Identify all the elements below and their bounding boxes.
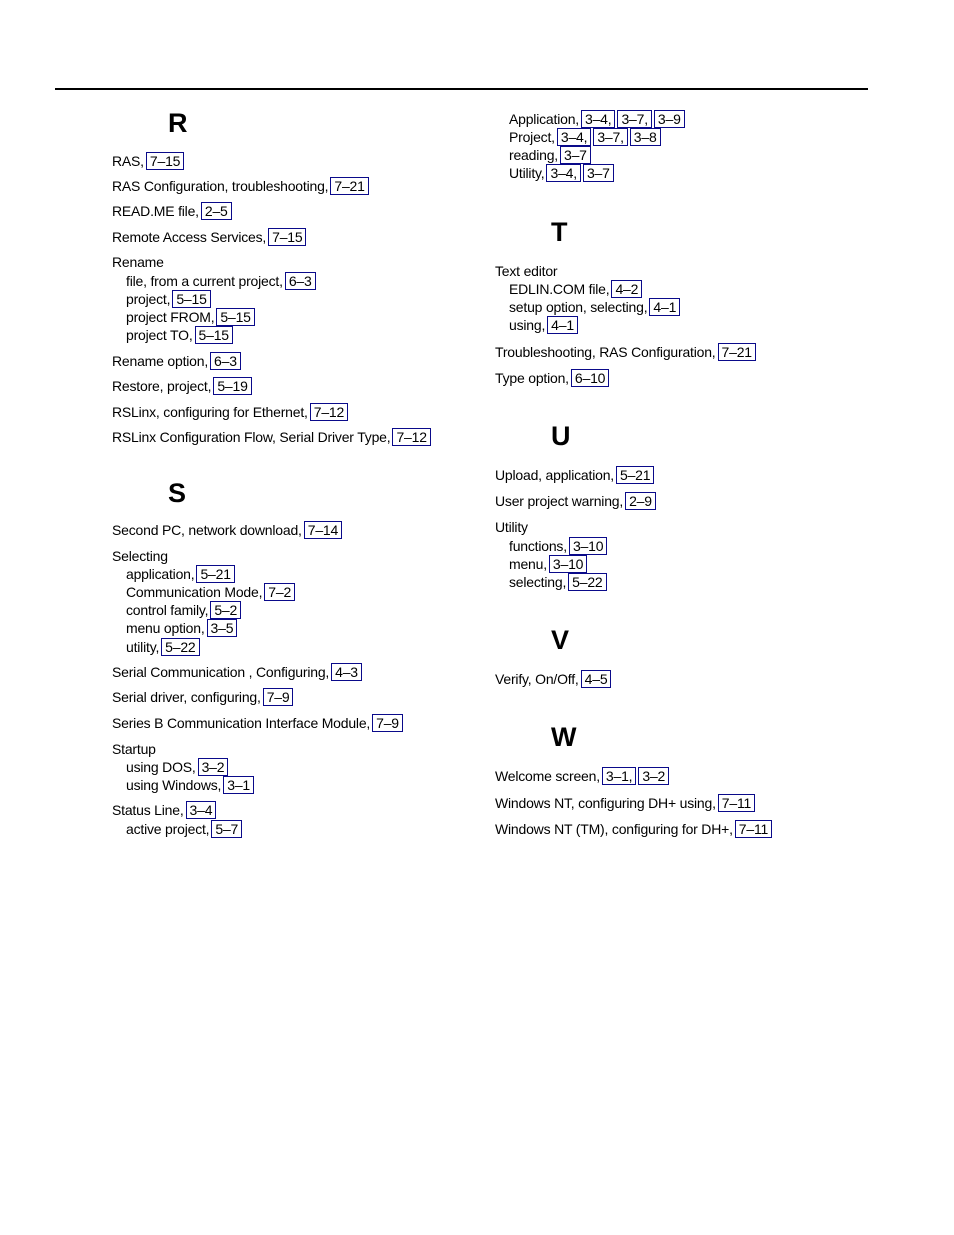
index-entry <box>112 740 156 758</box>
index-subentry <box>126 326 233 344</box>
page-link[interactable]: 3–4, <box>546 164 580 182</box>
page-link[interactable]: 3–4, <box>557 128 591 146</box>
page-link[interactable]: 3–1 <box>223 776 254 794</box>
entry-text: using Windows, <box>126 777 222 793</box>
index-subentry <box>126 290 211 308</box>
page-link[interactable]: 7–21 <box>330 177 368 195</box>
section-letter-w: W <box>551 722 577 752</box>
index-entry <box>495 767 669 785</box>
index-entry <box>112 663 362 681</box>
index-subentry <box>509 316 578 334</box>
index-subentry <box>126 565 235 583</box>
entry-text: Status Line, <box>112 802 184 818</box>
entry-text: Rename option, <box>112 353 209 369</box>
page-link[interactable]: 3–7 <box>583 164 614 182</box>
index-subentry <box>126 272 316 290</box>
page-link[interactable]: 3–5 <box>207 619 238 637</box>
entry-text: Startup <box>112 741 156 757</box>
index-subentry <box>126 601 241 619</box>
page-link[interactable]: 7–21 <box>718 343 756 361</box>
entry-text: Project, <box>509 129 555 145</box>
entry-text: menu, <box>509 556 547 572</box>
index-entry <box>112 253 164 271</box>
entry-text: RSLinx, configuring for Ethernet, <box>112 404 308 420</box>
index-entry <box>495 670 611 688</box>
section-letter-u: U <box>551 421 571 451</box>
index-entry <box>495 518 528 536</box>
index-subentry <box>126 619 237 637</box>
index-entry <box>112 521 342 539</box>
entry-text: Serial Communication , Configuring, <box>112 664 330 680</box>
index-subentry <box>509 146 591 164</box>
index-subentry <box>509 280 642 298</box>
page-link[interactable]: 4–5 <box>581 670 612 688</box>
index-subentry <box>509 298 680 316</box>
entry-text: Restore, project, <box>112 378 212 394</box>
index-subentry <box>509 555 587 573</box>
entry-text: project TO, <box>126 327 193 343</box>
page-link[interactable]: 7–12 <box>392 428 430 446</box>
index-entry <box>112 547 168 565</box>
page-link[interactable]: 7–12 <box>310 403 348 421</box>
page-link[interactable]: 7–15 <box>268 228 306 246</box>
page-link[interactable]: 7–14 <box>304 521 342 539</box>
entry-text: Communication Mode, <box>126 584 263 600</box>
page-link[interactable]: 5–21 <box>196 565 234 583</box>
entry-text: using, <box>509 317 546 333</box>
page-link[interactable]: 3–10 <box>569 537 607 555</box>
page-link[interactable]: 3–4, <box>581 110 615 128</box>
index-subentry <box>509 573 607 591</box>
index-subentry <box>126 308 255 326</box>
entry-text: RAS Configuration, troubleshooting, <box>112 178 329 194</box>
page-link[interactable]: 7–9 <box>263 688 294 706</box>
entry-text: Windows NT, configuring DH+ using, <box>495 795 716 811</box>
entry-text: Verify, On/Off, <box>495 671 579 687</box>
index-entry <box>112 202 232 220</box>
entry-text: project, <box>126 291 171 307</box>
entry-text: setup option, selecting, <box>509 299 648 315</box>
index-entry <box>112 228 306 246</box>
index-entry <box>112 428 431 446</box>
index-entry <box>495 262 557 280</box>
index-subentry <box>509 128 661 146</box>
entry-text: Remote Access Services, <box>112 229 267 245</box>
page-link[interactable]: 6–3 <box>285 272 316 290</box>
section-letter-v: V <box>551 625 569 655</box>
entry-text: utility, <box>126 639 160 655</box>
entry-text: reading, <box>509 147 558 163</box>
index-entry <box>495 369 609 387</box>
page-link[interactable]: 6–3 <box>210 352 241 370</box>
entry-text: Text editor <box>495 263 558 279</box>
index-entry <box>112 688 293 706</box>
page-link[interactable]: 3–2 <box>198 758 229 776</box>
entry-text: using DOS, <box>126 759 196 775</box>
page-link[interactable]: 6–10 <box>571 369 609 387</box>
index-subentry <box>509 164 614 182</box>
entry-text: Troubleshooting, RAS Configuration, <box>495 344 716 360</box>
page-link[interactable]: 2–5 <box>201 202 232 220</box>
page-link[interactable]: 5–2 <box>210 601 241 619</box>
page-link[interactable]: 5–15 <box>195 326 233 344</box>
index-entry <box>112 801 216 819</box>
index-entry <box>495 794 755 812</box>
section-letter-r: R <box>168 108 188 138</box>
entry-text: menu option, <box>126 620 205 636</box>
entry-text: application, <box>126 566 195 582</box>
index-subentry <box>126 776 254 794</box>
section-letter-t: T <box>551 217 568 247</box>
index-subentry <box>126 638 200 656</box>
page-link[interactable]: 4–1 <box>547 316 578 334</box>
page-link[interactable]: 3–4 <box>186 801 217 819</box>
entry-text: Upload, application, <box>495 467 614 483</box>
page-link[interactable]: 7–15 <box>146 152 184 170</box>
entry-text: Selecting <box>112 548 168 564</box>
section-letter-s: S <box>168 478 186 508</box>
index-entry <box>495 492 656 510</box>
index-entry <box>112 152 184 170</box>
index-subentry <box>509 110 685 128</box>
page-link[interactable]: 7–2 <box>264 583 295 601</box>
entry-text: READ.ME file, <box>112 203 199 219</box>
index-subentry <box>126 583 295 601</box>
entry-text: Utility <box>495 519 528 535</box>
entry-text: RSLinx Configuration Flow, Serial Driver Type, <box>112 429 391 445</box>
page-link[interactable]: 5–15 <box>172 290 210 308</box>
page-link[interactable]: 4–1 <box>649 298 680 316</box>
page-link[interactable]: 3–2 <box>638 767 669 785</box>
page-link[interactable]: 3–7, <box>593 128 627 146</box>
entry-text: Utility, <box>509 165 545 181</box>
top-rule <box>55 88 868 90</box>
entry-text: project FROM, <box>126 309 215 325</box>
entry-text: Type option, <box>495 370 569 386</box>
entry-text: User project warning, <box>495 493 624 509</box>
page-link[interactable]: 3–9 <box>654 110 685 128</box>
index-entry <box>112 714 403 732</box>
entry-text: Windows NT (TM), configuring for DH+, <box>495 821 733 837</box>
entry-text: Welcome screen, <box>495 768 600 784</box>
index-subentry <box>509 537 607 555</box>
index-subentry <box>126 758 228 776</box>
entry-text: control family, <box>126 602 209 618</box>
page-link[interactable]: 7–11 <box>735 820 772 838</box>
index-entry <box>112 403 348 421</box>
page-link[interactable]: 3–7 <box>560 146 591 164</box>
page-link[interactable]: 5–7 <box>211 820 242 838</box>
page-link[interactable]: 3–10 <box>549 555 587 573</box>
entry-text: Second PC, network download, <box>112 522 302 538</box>
entry-text: EDLIN.COM file, <box>509 281 610 297</box>
index-entry <box>495 466 654 484</box>
entry-text: active project, <box>126 821 210 837</box>
page-link[interactable]: 4–3 <box>331 663 362 681</box>
page-link[interactable]: 5–15 <box>216 308 254 326</box>
page-link[interactable]: 3–7, <box>617 110 651 128</box>
index-entry <box>495 343 756 361</box>
page-link[interactable]: 3–8 <box>630 128 661 146</box>
page-link[interactable]: 4–2 <box>611 280 642 298</box>
page-link[interactable]: 7–11 <box>718 794 755 812</box>
entry-text: Rename <box>112 254 164 270</box>
entry-text: Application, <box>509 111 579 127</box>
page-link[interactable]: 3–1, <box>602 767 636 785</box>
index-entry <box>112 352 241 370</box>
index-entry <box>112 377 252 395</box>
entry-text: functions, <box>509 538 567 554</box>
page-link[interactable]: 2–9 <box>625 492 656 510</box>
entry-text: Serial driver, configuring, <box>112 689 261 705</box>
page-link[interactable]: 5–19 <box>213 377 251 395</box>
entry-text: Series B Communication Interface Module, <box>112 715 371 731</box>
index-entry <box>495 820 772 838</box>
entry-text: file, from a current project, <box>126 273 283 289</box>
page-link[interactable]: 5–22 <box>161 638 199 656</box>
page-link[interactable]: 5–21 <box>616 466 654 484</box>
index-entry <box>112 177 369 195</box>
index-subentry <box>126 820 242 838</box>
page-link[interactable]: 5–22 <box>568 573 606 591</box>
page-link[interactable]: 7–9 <box>372 714 403 732</box>
entry-text: RAS, <box>112 153 144 169</box>
entry-text: selecting, <box>509 574 567 590</box>
